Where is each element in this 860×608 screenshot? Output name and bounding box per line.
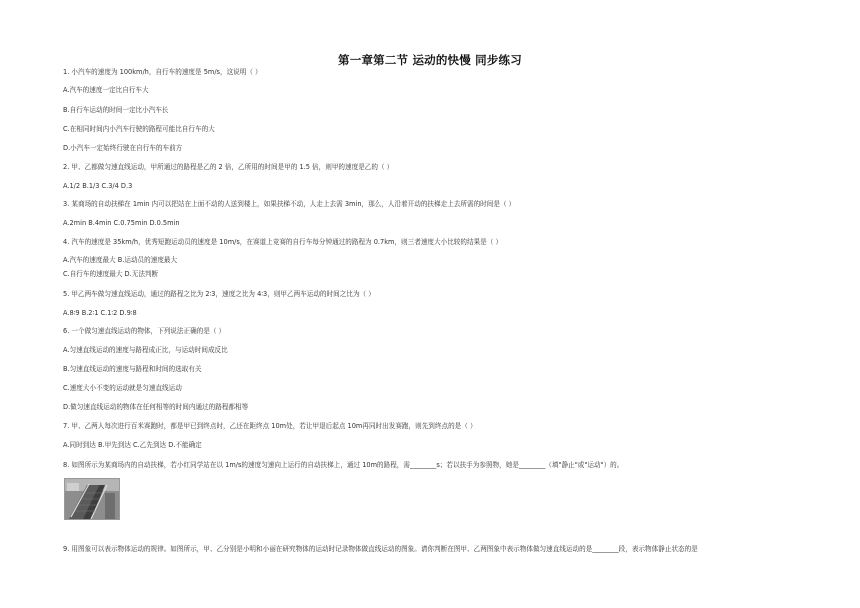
q1-option-a: A.汽车的速度一定比自行车大	[63, 86, 149, 94]
escalator-image	[65, 479, 119, 519]
q2-options: A.1/2 B.1/3 C.3/4 D.3	[63, 182, 133, 190]
escalator-photo	[64, 478, 120, 520]
q6-option-c: C.速度大小不变的运动就是匀速直线运动	[63, 384, 182, 392]
q1-option-b: B.自行车运动的时间一定比小汽车长	[63, 106, 169, 114]
question-4: 4. 汽车的速度是 35km/h，优秀短跑运动员的速度是 10m/s，在赛道上竞赛的自行车每分钟通过的路程为 0.7km，则三者速度大小比较的结果是（ ）	[63, 238, 503, 246]
question-7: 7. 甲、乙两人每次进行百米赛跑时，都是甲已到终点时，乙还在距终点 10m处，若让甲退后起点 10m再同时出发赛跑，则先到终点的是（ ）	[63, 422, 477, 430]
q5-options: A.8∶9 B.2∶1 C.1∶2 D.9∶8	[63, 309, 137, 317]
question-8: 8. 如图所示为某商场内的自动扶梯，若小红同学站在以 1m/s的速度匀速向上运行的自动扶梯上，通过 10m的路程，需________s；若以扶手为参照物，她是________（填"静止"或"运动"）的。	[63, 461, 624, 469]
q4-options-ab: A.汽车的速度最大 B.运动员的速度最大	[63, 256, 178, 264]
q6-option-a: A.匀速直线运动的速度与路程成正比，与运动时间成反比	[63, 346, 228, 354]
question-2: 2. 甲、乙都做匀速直线运动，甲所通过的路程是乙的 2 倍，乙所用的时间是甲的 1.5 倍，则甲的速度是乙的（ ）	[63, 163, 394, 171]
question-5: 5. 甲乙两车做匀速直线运动，通过的路程之比为 2∶3，速度之比为 4∶3，则甲乙两车运动的时间之比为（ ）	[63, 290, 375, 298]
question-6: 6. 一个做匀速直线运动的物体，下列说法正确的是（ ）	[63, 327, 226, 335]
question-3: 3. 某商场的自动扶梯在 1min 内可以把站在上面不动的人送到楼上，如果扶梯不动，人走上去需 3min，那么，人沿着开动的扶梯走上去所需的时间是（ ）	[63, 200, 516, 208]
q4-options-cd: C.自行车的速度最大 D.无法判断	[63, 270, 159, 278]
q7-options: A.同时到达 B.甲先到达 C.乙先到达 D.不能确定	[63, 441, 202, 449]
question-9: 9. 用图象可以表示物体运动的规律。如图所示，甲、乙分别是小明和小丽在研究物体的运动时记录物体做直线运动的图象。请你判断在图甲、乙两图象中表示物体做匀速直线运动的是________段，表示物体静止状态的是	[63, 545, 698, 553]
q1-option-c: C.在相同时间内小汽车行驶的路程可能比自行车的大	[63, 125, 215, 133]
q3-options: A.2min B.4min C.0.75min D.0.5min	[63, 219, 180, 227]
question-1: 1. 小汽车的速度为 100km/h，自行车的速度是 5m/s，这说明（ ）	[63, 68, 262, 76]
q6-option-d: D.做匀速直线运动的物体在任何相等的时间内通过的路程都相等	[63, 403, 249, 411]
q1-option-d: D.小汽车一定始终行驶在自行车的车前方	[63, 144, 183, 152]
q6-option-b: B.匀速直线运动的速度与路程和时间的选取有关	[63, 365, 202, 373]
page-title: 第一章第二节 运动的快慢 同步练习	[338, 53, 522, 67]
